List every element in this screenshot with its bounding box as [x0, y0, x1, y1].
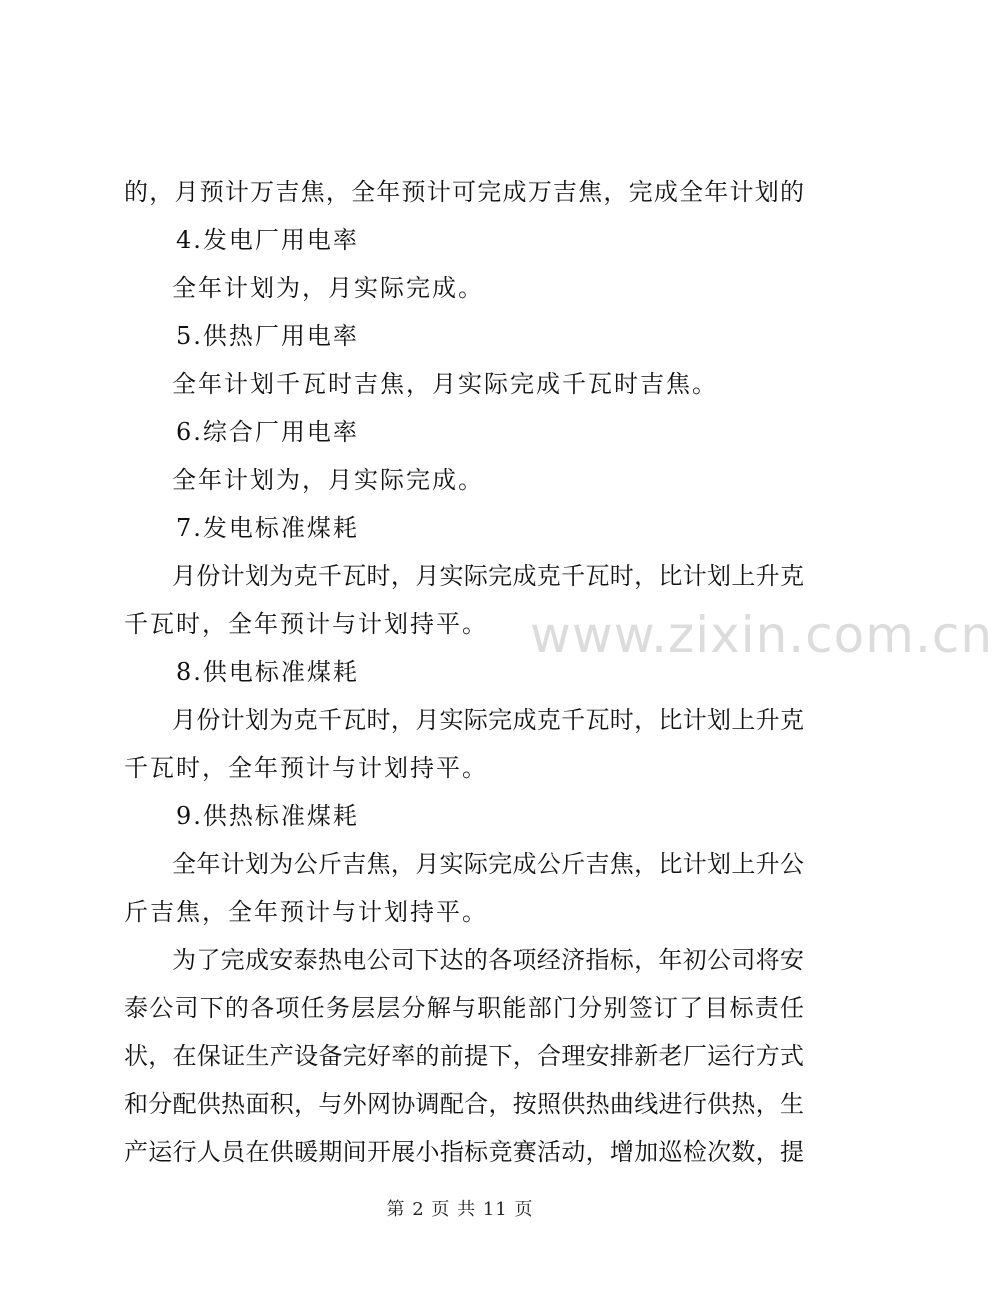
page-footer: 第 2 页 共 11 页	[386, 1199, 534, 1220]
watermark: www.zixin.com.cn	[530, 606, 993, 664]
paragraph-line: 全年计划千瓦时吉焦，月实际完成千瓦时吉焦。	[172, 370, 718, 398]
paragraph-line: 泰公司下的各项任务层层分解与职能部门分别签订了目标责任	[124, 994, 804, 1022]
paragraph-line: 千瓦时，全年预计与计划持平。	[124, 754, 488, 782]
paragraph-line: 斤吉焦，全年预计与计划持平。	[124, 898, 488, 926]
section-heading: 6.综合厂用电率	[176, 418, 359, 446]
paragraph-line: 千瓦时，全年预计与计划持平。	[124, 610, 488, 638]
paragraph-line: 全年计划为，月实际完成。	[172, 274, 484, 302]
section-heading: 8.供电标准煤耗	[176, 658, 359, 686]
paragraph-line: 产运行人员在供暖期间开展小指标竞赛活动，增加巡检次数，提	[124, 1138, 804, 1166]
paragraph-line: 月份计划为克千瓦时，月实际完成克千瓦时，比计划上升克	[172, 562, 804, 590]
paragraph-line: 全年计划为公斤吉焦，月实际完成公斤吉焦，比计划上升公	[172, 850, 804, 878]
paragraph-line: 和分配供热面积，与外网协调配合，按照供热曲线进行供热，生	[124, 1090, 804, 1118]
section-heading: 9.供热标准煤耗	[176, 802, 359, 830]
paragraph-line: 为了完成安泰热电公司下达的各项经济指标，年初公司将安	[172, 946, 804, 974]
paragraph-line: 全年计划为，月实际完成。	[172, 466, 484, 494]
paragraph-line: 月份计划为克千瓦时，月实际完成克千瓦时，比计划上升克	[172, 706, 804, 734]
section-heading: 4.发电厂用电率	[176, 226, 359, 254]
paragraph-line: 状，在保证生产设备完好率的前提下，合理安排新老厂运行方式	[124, 1042, 804, 1070]
paragraph-line: 的，月预计万吉焦，全年预计可完成万吉焦，完成全年计划的	[124, 178, 804, 206]
section-heading: 7.发电标准煤耗	[176, 514, 359, 542]
section-heading: 5.供热厂用电率	[176, 322, 359, 350]
